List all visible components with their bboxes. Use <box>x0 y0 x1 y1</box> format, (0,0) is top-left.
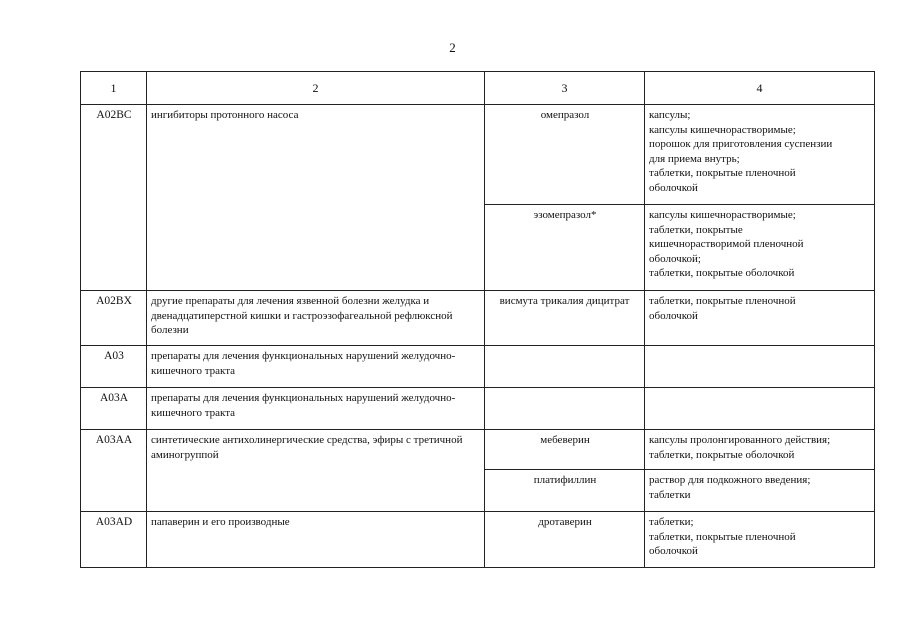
table-row <box>81 388 875 430</box>
atc-code-cell: A03AA <box>81 430 147 512</box>
header-row <box>81 72 875 105</box>
dosage-form-line: кишечнорастворимой пленочной <box>649 238 804 250</box>
drug-classification-table <box>80 71 875 568</box>
drug-name-cell: платифиллин <box>485 470 645 512</box>
dosage-forms-cell <box>645 291 875 346</box>
dosage-form-line: оболочкой <box>649 309 698 322</box>
dosage-form-line: порошок для приготовления суспензии <box>649 138 833 150</box>
dosage-form-line: оболочкой; <box>649 252 701 265</box>
drug-name-cell: висмута трикалия дицитрат <box>485 291 645 346</box>
table-row <box>81 430 875 470</box>
dosage-form-line: таблетки, покрытые <box>649 223 743 236</box>
atc-code-cell: A02BC <box>81 105 147 291</box>
column-header-4: 4 <box>645 72 875 105</box>
dosage-forms-cell <box>645 205 875 291</box>
dosage-form-line: для приема внутрь; <box>649 152 740 165</box>
dosage-form-line: раствор для подкожного введения; <box>649 474 811 486</box>
column-header-3: 3 <box>485 72 645 105</box>
table-row <box>81 291 875 346</box>
atc-code-cell: A03A <box>81 388 147 430</box>
dosage-form-line: таблетки <box>649 488 691 501</box>
dosage-forms-cell <box>645 512 875 568</box>
dosage-forms-cell <box>645 388 875 430</box>
dosage-forms-cell <box>645 470 875 512</box>
dosage-form-line: капсулы; <box>649 109 691 121</box>
group-name-cell: ингибиторы протонного насоса <box>147 105 485 291</box>
dosage-form-line: таблетки; <box>649 516 694 528</box>
dosage-form-line: капсулы пролонгированного действия; <box>649 434 831 446</box>
drug-name-cell: дротаверин <box>485 512 645 568</box>
column-header-2: 2 <box>147 72 485 105</box>
group-name-cell: папаверин и его производные <box>147 512 485 568</box>
dosage-form-line: таблетки, покрытые оболочкой <box>649 267 795 279</box>
group-name-cell: другие препараты для лечения язвенной болезни желудка и двенадцатиперстной кишки и гастроэзофагеальной рефлюксной болезни <box>147 291 485 346</box>
dosage-form-line: оболочкой <box>649 181 698 194</box>
drug-name-cell <box>485 346 645 388</box>
table-row <box>81 512 875 568</box>
dosage-forms-cell <box>645 346 875 388</box>
drug-name-cell: мебеверин <box>485 430 645 470</box>
page-number: 2 <box>449 40 456 55</box>
table-row <box>81 105 875 205</box>
atc-code-cell: A03 <box>81 346 147 388</box>
dosage-form-line: таблетки, покрытые пленочной <box>649 295 796 307</box>
dosage-form-line: капсулы кишечнорастворимые; <box>649 209 796 221</box>
dosage-forms-cell <box>645 430 875 470</box>
column-header-1: 1 <box>81 72 147 105</box>
dosage-form-line: капсулы кишечнорастворимые; <box>649 123 796 136</box>
dosage-form-line: оболочкой <box>649 545 698 557</box>
atc-code-cell: A03AD <box>81 512 147 568</box>
dosage-forms-cell <box>645 105 875 205</box>
drug-name-cell <box>485 388 645 430</box>
group-name-cell: препараты для лечения функциональных нарушений желудочно-кишечного тракта <box>147 346 485 388</box>
dosage-form-line: таблетки, покрытые пленочной <box>649 167 796 179</box>
dosage-form-line: таблетки, покрытые пленочной <box>649 530 796 543</box>
table-row <box>81 346 875 388</box>
drug-name-cell: эзомепразол* <box>485 205 645 291</box>
drug-name-cell: омепразол <box>485 105 645 205</box>
group-name-cell: синтетические антихолинергические средства, эфиры с третичной аминогруппой <box>147 430 485 512</box>
atc-code-cell: A02BX <box>81 291 147 346</box>
dosage-form-line: таблетки, покрытые оболочкой <box>649 448 795 461</box>
group-name-cell: препараты для лечения функциональных нарушений желудочно-кишечного тракта <box>147 388 485 430</box>
